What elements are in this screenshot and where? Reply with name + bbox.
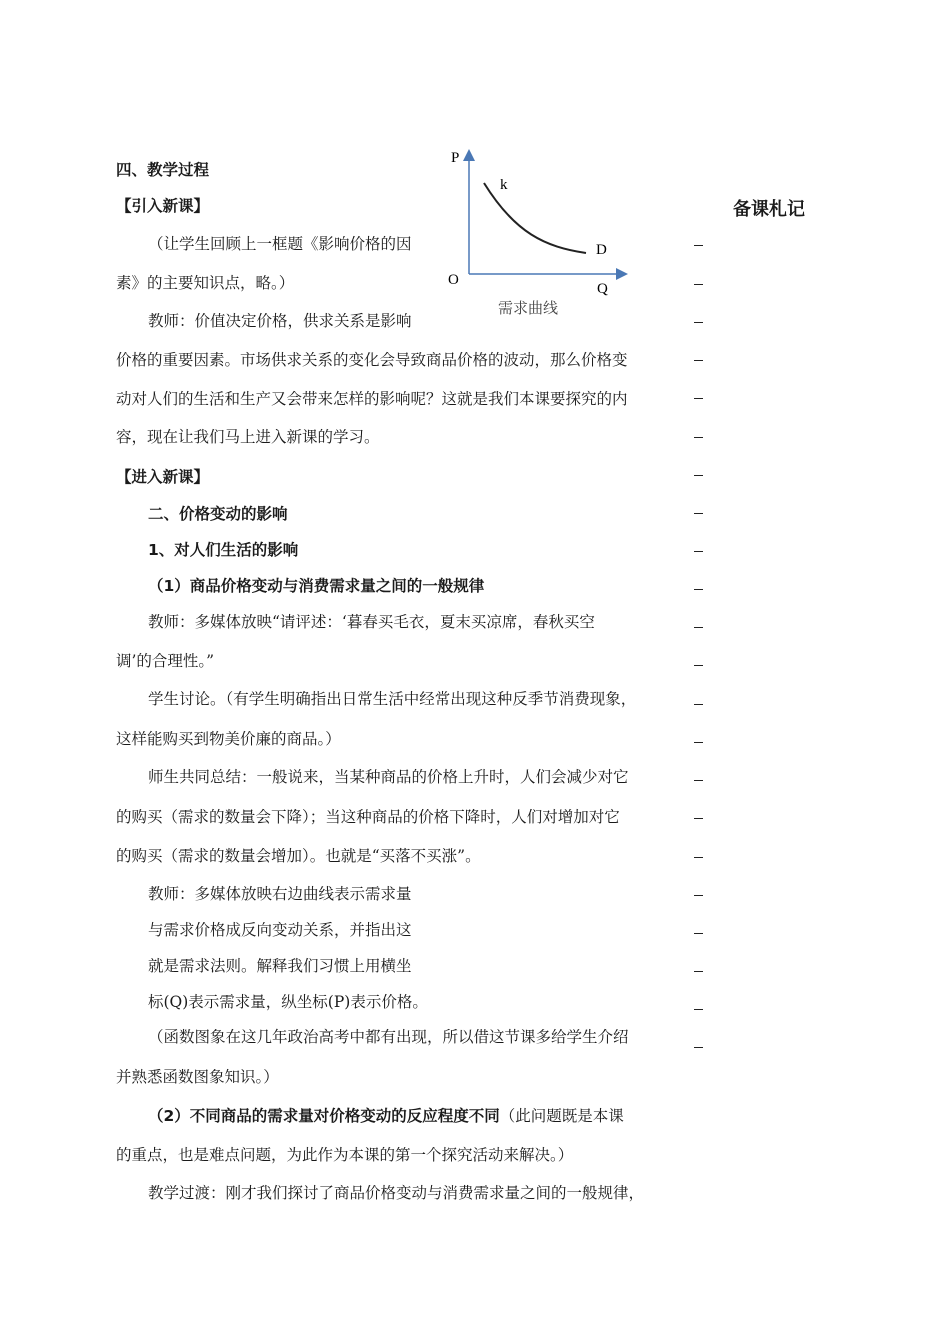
text-line: 容，现在让我们马上进入新课的学习。 xyxy=(116,428,380,446)
text-line: 调’的合理性。” xyxy=(116,652,215,670)
text-line: 就是需求法则。解释我们习惯上用横坐 xyxy=(148,957,412,975)
notes-title: 备课札记 xyxy=(733,199,805,220)
note-line xyxy=(694,284,703,285)
section-heading: 四、教学过程 xyxy=(116,161,210,179)
origin-label: O xyxy=(448,272,459,288)
text-line: 的购买（需求的数量会下降）；当这种商品的价格下降时，人们对增加对它 xyxy=(116,808,620,826)
note-line xyxy=(694,665,703,666)
axis-label-q: Q xyxy=(597,281,608,297)
note-line xyxy=(694,245,703,246)
text-line: 动对人们的生活和生产又会带来怎样的影响呢？这就是我们本课要探究的内 xyxy=(116,390,628,408)
note-line xyxy=(694,437,703,438)
note-line xyxy=(694,857,703,858)
text-line: 教学过渡：刚才我们探讨了商品价格变动与消费需求量之间的一般规律， xyxy=(148,1184,645,1202)
curve-label-d: D xyxy=(596,242,607,258)
note-line xyxy=(694,398,703,399)
demand-curve-diagram xyxy=(440,143,640,323)
text-line: 标(Q)表示需求量，纵坐标(P)表示价格。 xyxy=(148,993,428,1011)
note-line xyxy=(694,704,703,705)
text-line: 的购买（需求的数量会增加）。也就是“买落不买涨”。 xyxy=(116,847,481,865)
text-line: 教师：价值决定价格，供求关系是影响 xyxy=(148,312,412,330)
note-line xyxy=(694,1009,703,1010)
subheading: 二、价格变动的影响 xyxy=(148,505,288,523)
text-line: 的重点，也是难点问题，为此作为本课的第一个探究活动来解决。） xyxy=(116,1146,574,1164)
heading-new-lesson: 【进入新课】 xyxy=(116,468,210,486)
note-line xyxy=(694,742,703,743)
note-line xyxy=(694,780,703,781)
text-line xyxy=(148,1106,624,1126)
text-line: 教师：多媒体放映“请评述：‘暮春买毛衣，夏末买凉席，春秋买空 xyxy=(148,613,595,631)
text-line: 并熟悉函数图象知识。） xyxy=(116,1068,279,1086)
note-line xyxy=(694,818,703,819)
note-line xyxy=(694,551,703,552)
note-line xyxy=(694,360,703,361)
text-line: 与需求价格成反向变动关系，并指出这 xyxy=(148,921,412,939)
note-line xyxy=(694,513,703,514)
text-line: 价格的重要因素。市场供求关系的变化会导致商品价格的波动，那么价格变 xyxy=(116,351,628,369)
text-line: 这样能购买到物美价廉的商品。） xyxy=(116,730,341,748)
text-line: （函数图象在这几年政治高考中都有出现，所以借这节课多给学生介绍 xyxy=(148,1028,629,1046)
note-line xyxy=(694,475,703,476)
text-line: （让学生回顾上一框题《影响价格的因 xyxy=(148,235,412,253)
diagram-caption: 需求曲线 xyxy=(498,301,559,317)
heading-intro: 【引入新课】 xyxy=(116,197,210,215)
subheading: 1、对人们生活的影响 xyxy=(148,541,299,559)
note-line xyxy=(694,1047,703,1048)
inline-note: （此问题既是本课 xyxy=(499,1107,624,1125)
note-line xyxy=(694,971,703,972)
note-line xyxy=(694,895,703,896)
demand-curve xyxy=(484,183,586,253)
text-line: 素》的主要知识点，略。） xyxy=(116,274,295,292)
note-line xyxy=(694,627,703,628)
bold-subheading: （2）不同商品的需求量对价格变动的反应程度不同 xyxy=(148,1107,500,1125)
text-line: 教师：多媒体放映右边曲线表示需求量 xyxy=(148,885,412,903)
curve-label-k: k xyxy=(500,177,508,193)
note-line xyxy=(694,933,703,934)
note-line xyxy=(694,322,703,323)
subheading: （1）商品价格变动与消费需求量之间的一般规律 xyxy=(148,577,485,595)
text-line: 学生讨论。（有学生明确指出日常生活中经常出现这种反季节消费现象， xyxy=(148,690,637,708)
note-line xyxy=(694,589,703,590)
axis-label-p: P xyxy=(451,150,460,166)
text-line: 师生共同总结：一般说来，当某种商品的价格上升时，人们会减少对它 xyxy=(148,768,629,786)
